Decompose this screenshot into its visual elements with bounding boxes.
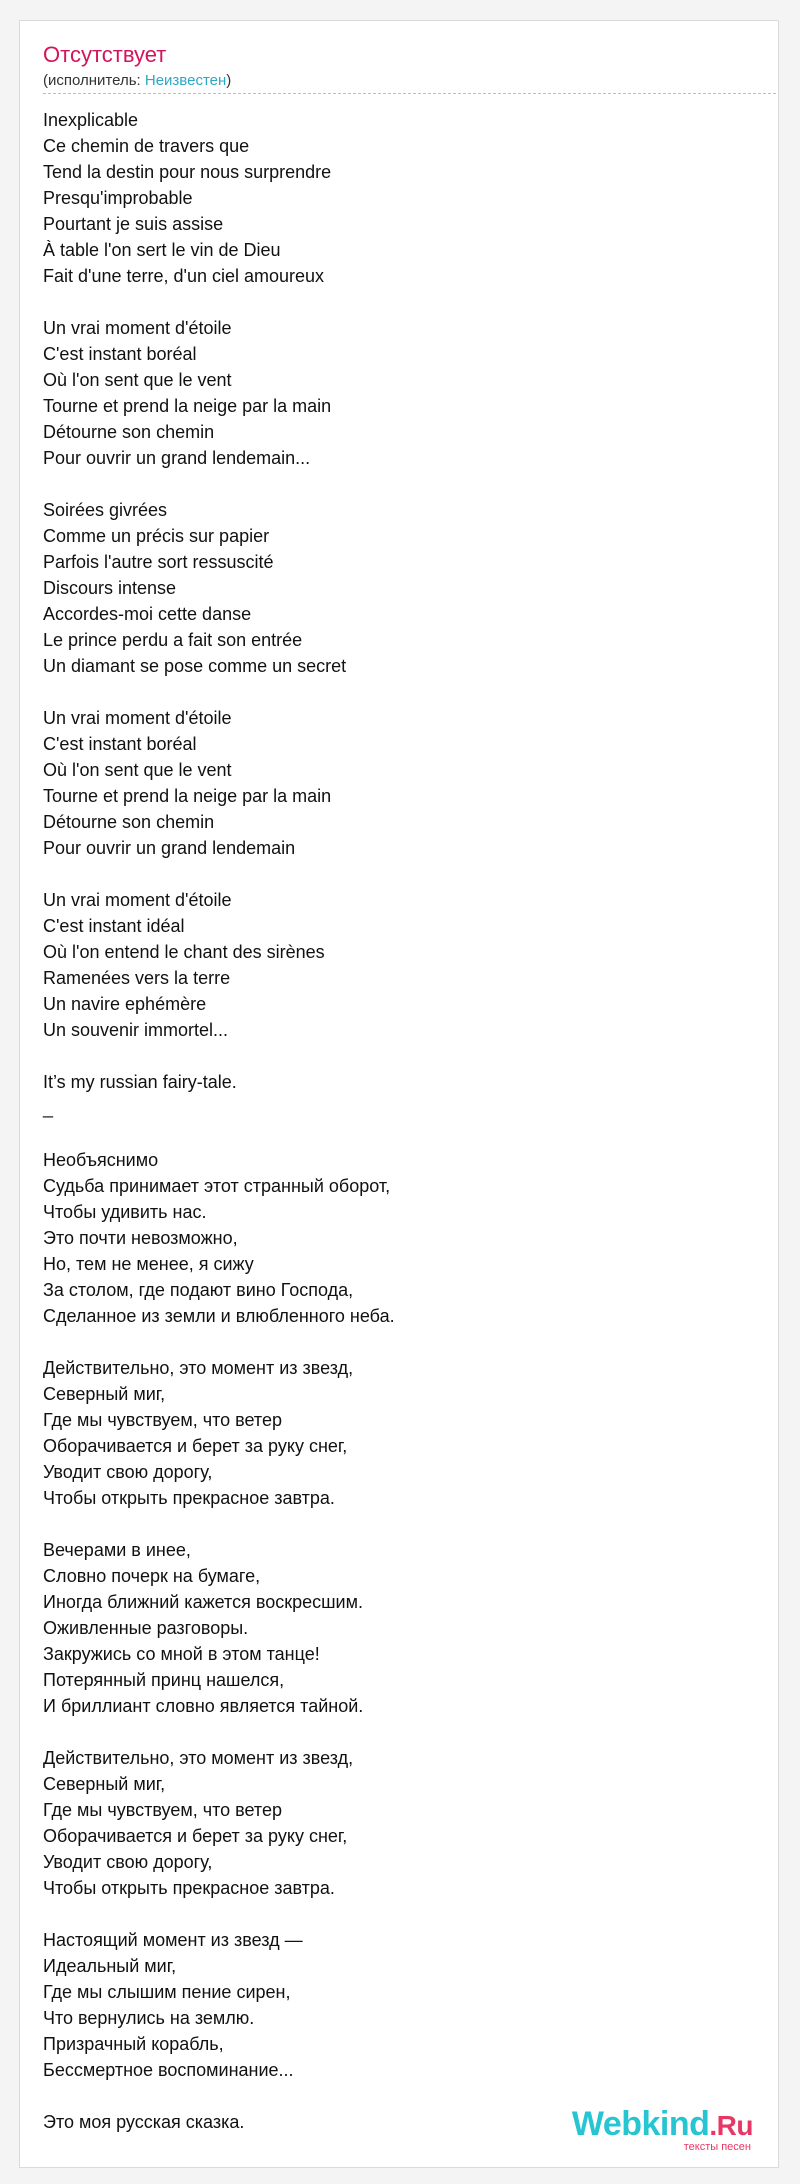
lyrics-line: C'est instant boréal bbox=[43, 734, 197, 754]
lyrics-line: Чтобы открыть прекрасное завтра. bbox=[43, 1878, 335, 1898]
lyrics-line: Comme un précis sur papier bbox=[43, 526, 270, 546]
lyrics-blank-line bbox=[43, 289, 763, 315]
lyrics-line: Un diamant se pose comme un secret bbox=[43, 656, 347, 676]
lyrics-line: Где мы чувствуем, что ветер bbox=[43, 1410, 282, 1430]
lyrics-line: Настоящий момент из звезд — bbox=[43, 1930, 303, 1950]
lyrics-blank-line bbox=[43, 1329, 763, 1355]
lyrics-blank-line bbox=[43, 1719, 763, 1745]
artist-suffix: ) bbox=[226, 72, 232, 89]
lyrics-line: Tourne et prend la neige par la main bbox=[43, 786, 332, 806]
artist-prefix: (исполнитель: bbox=[43, 72, 145, 89]
logo-tld-text: .Ru bbox=[709, 2110, 753, 2141]
lyrics-line: Un souvenir immortel... bbox=[43, 1020, 229, 1040]
lyrics-line: Необъяснимо bbox=[43, 1150, 159, 1170]
lyrics-line: Pour ouvrir un grand lendemain bbox=[43, 838, 296, 858]
lyrics-line: Где мы слышим пение сирен, bbox=[43, 1982, 291, 2002]
lyrics-line: Это моя русская сказка. bbox=[43, 2112, 245, 2132]
lyrics-line: Un vrai moment d'étoile bbox=[43, 708, 232, 728]
lyrics-line: Où l'on sent que le vent bbox=[43, 760, 232, 780]
artist-line bbox=[43, 72, 231, 90]
lyrics-line: Un vrai moment d'étoile bbox=[43, 318, 232, 338]
lyrics-line: Détourne son chemin bbox=[43, 812, 215, 832]
lyrics-line: Tourne et prend la neige par la main bbox=[43, 396, 332, 416]
lyrics-line: Soirées givrées bbox=[43, 500, 168, 520]
lyrics-line: Accordes-moi cette danse bbox=[43, 604, 252, 624]
lyrics-line: Словно почерк на бумаге, bbox=[43, 1566, 261, 1586]
lyrics-line: Северный миг, bbox=[43, 1774, 166, 1794]
lyrics-line: Это почти невозможно, bbox=[43, 1228, 238, 1248]
lyrics-line: Presqu'improbable bbox=[43, 188, 193, 208]
lyrics-line: C'est instant idéal bbox=[43, 916, 185, 936]
lyrics-line: Но, тем не менее, я сижу bbox=[43, 1254, 254, 1274]
lyrics-line: Le prince perdu a fait son entrée bbox=[43, 630, 303, 650]
lyrics-line: Уводит свою дорогу, bbox=[43, 1462, 213, 1482]
lyrics-blank-line bbox=[43, 1511, 763, 1537]
lyrics-line: Иногда ближний кажется воскресшим. bbox=[43, 1592, 363, 1612]
lyrics-card bbox=[19, 20, 779, 2168]
lyrics-line: Ce chemin de travers que bbox=[43, 136, 250, 156]
lyrics-line: Оборачивается и берет за руку снег, bbox=[43, 1436, 348, 1456]
lyrics-line: Détourne son chemin bbox=[43, 422, 215, 442]
lyrics-line: Что вернулись на землю. bbox=[43, 2008, 255, 2028]
artist-link[interactable]: Неизвестен bbox=[144, 72, 227, 89]
lyrics-blank-line bbox=[43, 1043, 763, 1069]
lyrics-line: Pour ouvrir un grand lendemain... bbox=[43, 448, 311, 468]
lyrics-line: Discours intense bbox=[43, 578, 177, 598]
lyrics-line: C'est instant boréal bbox=[43, 344, 197, 364]
lyrics-line: À table l'on sert le vin de Dieu bbox=[43, 240, 281, 260]
song-title: Отсутствует bbox=[43, 42, 167, 67]
lyrics-line: За столом, где подают вино Господа, bbox=[43, 1280, 354, 1300]
lyrics-line: Tend la destin pour nous surprendre bbox=[43, 162, 332, 182]
lyrics-blank-line bbox=[43, 1901, 763, 1927]
lyrics-blank-line bbox=[43, 1121, 763, 1147]
lyrics-blank-line bbox=[43, 679, 763, 705]
logo-tagline: тексты песен bbox=[683, 2141, 751, 2153]
lyrics-line: It’s my russian fairy-tale. bbox=[43, 1072, 237, 1092]
lyrics-line: Бессмертное воспоминание... bbox=[43, 2060, 294, 2080]
lyrics-line: Сделанное из земли и влюбленного неба. bbox=[43, 1306, 395, 1326]
lyrics-line: Où l'on entend le chant des sirènes bbox=[43, 942, 325, 962]
lyrics-line: _ bbox=[43, 1098, 54, 1118]
lyrics-line: Закружись со мной в этом танце! bbox=[43, 1644, 320, 1664]
dashed-divider bbox=[43, 93, 776, 94]
webkind-logo[interactable] bbox=[558, 2106, 753, 2152]
lyrics-line: Призрачный корабль, bbox=[43, 2034, 224, 2054]
lyrics-line: Северный миг, bbox=[43, 1384, 166, 1404]
lyrics-line: Un vrai moment d'étoile bbox=[43, 890, 232, 910]
lyrics-line: Parfois l'autre sort ressuscité bbox=[43, 552, 274, 572]
lyrics-line: Оборачивается и берет за руку снег, bbox=[43, 1826, 348, 1846]
logo-wordmark bbox=[558, 2106, 753, 2144]
lyrics-line: Уводит свою дорогу, bbox=[43, 1852, 213, 1872]
lyrics-line: Идеальный миг, bbox=[43, 1956, 177, 1976]
lyrics-line: Ramenées vers la terre bbox=[43, 968, 231, 988]
lyrics-line: Вечерами в инее, bbox=[43, 1540, 191, 1560]
lyrics-line: Чтобы открыть прекрасное завтра. bbox=[43, 1488, 335, 1508]
lyrics-line: Fait d'une terre, d'un ciel amoureux bbox=[43, 266, 325, 286]
lyrics-line: Оживленные разговоры. bbox=[43, 1618, 249, 1638]
lyrics-line: Судьба принимает этот странный оборот, bbox=[43, 1176, 391, 1196]
lyrics-line: Действительно, это момент из звезд, bbox=[43, 1748, 354, 1768]
lyrics-line: Inexplicable bbox=[43, 110, 139, 130]
lyrics-line: Où l'on sent que le vent bbox=[43, 370, 232, 390]
lyrics-blank-line bbox=[43, 861, 763, 887]
lyrics-blank-line bbox=[43, 471, 763, 497]
lyrics-text bbox=[43, 107, 763, 2135]
lyrics-line: Чтобы удивить нас. bbox=[43, 1202, 207, 1222]
lyrics-line: Pourtant je suis assise bbox=[43, 214, 224, 234]
lyrics-line: И бриллиант словно является тайной. bbox=[43, 1696, 364, 1716]
lyrics-line: Где мы чувствуем, что ветер bbox=[43, 1800, 282, 1820]
logo-main-text: Webkind bbox=[571, 2105, 710, 2143]
lyrics-line: Действительно, это момент из звезд, bbox=[43, 1358, 354, 1378]
lyrics-line: Un navire ephémère bbox=[43, 994, 207, 1014]
lyrics-line: Потерянный принц нашелся, bbox=[43, 1670, 285, 1690]
